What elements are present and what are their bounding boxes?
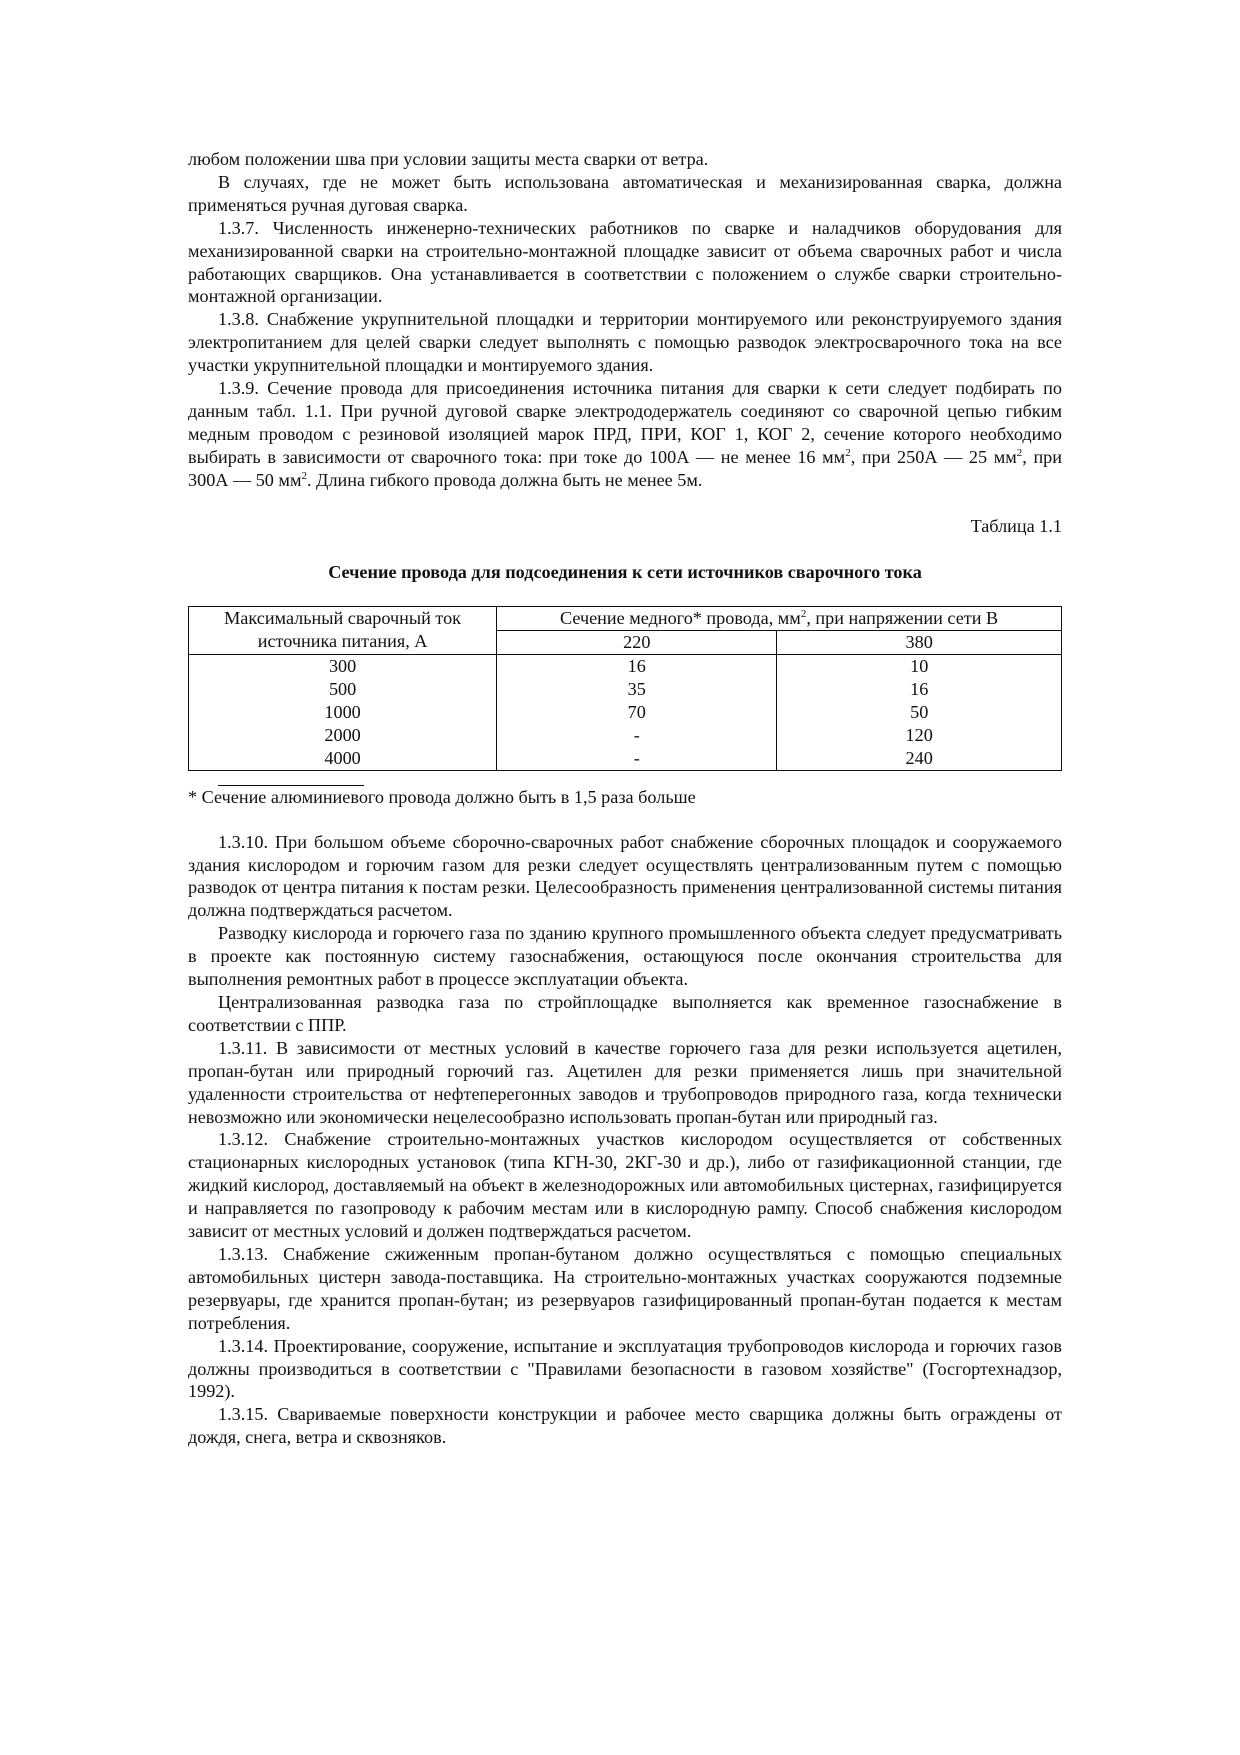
table-row: [189, 655, 1062, 678]
paragraph: 1.3.14. Проектирование, сооружение, испытание и эксплуатация трубопроводов кислорода и горючих газов должны производиться в соответствии с "Правилами безопасности в газовом хозяйстве" (Госгортехнадзор, 1992).: [188, 1335, 1062, 1402]
header-voltage-380: 380: [777, 631, 1062, 655]
superscript: 2: [1016, 446, 1023, 459]
header-max-current-line2: источника питания, А: [257, 631, 428, 652]
table-cell: 1000: [189, 701, 497, 724]
paragraph-1-3-8: 1.3.8. Снабжение укрупнительной площадки и территории монтируемого или реконструируемого здания электропитанием для целей сварки следует выполнять с помощью разводок электросварочного тока на все участки укрупнительной площадки и монтируемого здания.: [188, 309, 1062, 376]
header-max-current-line1: Максимальный сварочный ток: [224, 608, 462, 629]
text-segment: , при 250А — 25 мм: [850, 446, 1017, 467]
superscript: 2: [301, 469, 307, 482]
header-copper-section: [497, 607, 1062, 631]
table-title: Сечение провода для подсоединения к сети источников сварочного тока: [328, 561, 922, 582]
footnote: * Сечение алюминиевого провода должно быть в 1,5 раза больше: [188, 786, 696, 807]
wire-section-table: [188, 606, 1062, 770]
text-segment: , при 300А — 50 мм: [188, 446, 1063, 490]
table-cell: 70: [497, 701, 777, 724]
paragraph: 1.3.11. В зависимости от местных условий в качестве горючего газа для резки используется ацетилен, пропан-бутан или природный горючий газ. Ацетилен для резки применяется лишь при значительной удаленности строительства от нефтеперегонных заводов и трубопроводов природного газа, когда технически невозможно или экономически нецелесообразно использовать пропан-бутан или природный газ.: [188, 1037, 1062, 1127]
table-cell: 300: [189, 655, 497, 678]
table-row: [189, 747, 1062, 770]
table-cell: 240: [777, 747, 1062, 770]
table-cell: 35: [497, 678, 777, 701]
table-cell: -: [497, 747, 777, 770]
table-cell: 16: [497, 655, 777, 678]
table-cell: 50: [777, 701, 1062, 724]
paragraph-1-3-7: 1.3.7. Численность инженерно-технических работников по сварке и наладчиков оборудования для механизированной сварки на строительно-монтажной площадке зависит от объема сварочных работ и числа работающих сварщиков. Она устанавливается в соответствии с положением о службе сварки строительно-монтажной организации.: [188, 217, 1062, 307]
paragraph: 1.3.10. При большом объеме сборочно-сварочных работ снабжение сборочных площадок и сооружаемого здания кислородом и горючим газом для резки следует осуществлять централизованным путем с помощью разводок от центра питания к постам резки. Целесообразность применения централизованной системы питания должна подтверждаться расчетом.: [188, 831, 1062, 921]
table-header-row: [189, 607, 1062, 631]
text-segment: , при напряжении сети В: [806, 608, 999, 629]
document-page: [188, 148, 1062, 1449]
table-cell: 10: [777, 655, 1062, 678]
table-cell: 2000: [189, 724, 497, 747]
table-cell: 4000: [189, 747, 497, 770]
paragraphs-bottom: [188, 831, 1062, 1449]
paragraph: Централизованная разводка газа по стройплощадке выполняется как временное газоснабжение в соответствии с ППР.: [188, 992, 1062, 1035]
paragraph: Разводку кислорода и горючего газа по зданию крупного промышленного объекта следует предусматривать в проекте как постоянную систему газоснабжения, остающуюся после окончания строительства для выполнения ремонтных работ в процессе эксплуатации объекта.: [188, 923, 1062, 990]
paragraph-1-3-9: [188, 377, 1062, 492]
table-body: [189, 655, 1062, 771]
table-row: [189, 724, 1062, 747]
paragraph: 1.3.15. Свариваемые поверхности конструкции и рабочее место сварщика должны быть ограждены от дождя, снега, ветра и сквозняков.: [188, 1404, 1062, 1448]
table-cell: 500: [189, 678, 497, 701]
table-cell: 16: [777, 678, 1062, 701]
text-segment: . Длина гибкого провода должна быть не менее 5м.: [306, 469, 703, 490]
paragraph: 1.3.13. Снабжение сжиженным пропан-бутаном должно осуществляться с помощью специальных автомобильных цистерн завода-поставщика. На строительно-монтажных участках сооружаются подземные резервуары, где хранится пропан-бутан; из резервуаров газифицированный пропан-бутан подается к местам потребления.: [188, 1243, 1062, 1333]
superscript: 2: [845, 446, 851, 459]
table-row: [189, 678, 1062, 701]
paragraph: 1.3.12. Снабжение строительно-монтажных участков кислородом осуществляется от собственных стационарных кислородных установок (типа КГН-30, 2КГ-30 и др.), либо от газификационной станции, где жидкий кислород, доставляемый на объект в железнодорожных или автомобильных цистернах, газифицируется и направляется по газопроводу к рабочим местам или в кислородную рампу. Способ снабжения кислородом зависит от местных условий и должен подтверждаться расчетом.: [188, 1129, 1062, 1242]
table-cell: 120: [777, 724, 1062, 747]
text-segment: Сечение медного* провода, мм: [559, 608, 801, 629]
header-max-current: [189, 607, 497, 655]
superscript: 2: [800, 608, 807, 621]
paragraph-manual-arc: В случаях, где не может быть использована автоматическая и механизированная сварка, должна применяться ручная дуговая сварка.: [188, 171, 1062, 215]
table-row: [189, 701, 1062, 724]
table-cell: -: [497, 724, 777, 747]
paragraph-continuation: любом положении шва при условии защиты места сварки от ветра.: [188, 149, 709, 169]
text-segment: 1.3.9. Сечение провода для присоединения источника питания для сварки к сети следует подбирать по данным табл. 1.1. При ручной дуговой сварке электрододержатель соединяют со сварочной цепью гибким медным проводом с резиновой изоляцией марок ПРД, ПРИ, КОГ 1, КОГ 2, сечение которого необходимо выбирать в зависимости от сварочного тока: при токе до 100А — не менее 16 мм: [188, 378, 1062, 467]
table-number: Таблица 1.1: [970, 515, 1062, 536]
header-voltage-220: 220: [497, 631, 777, 655]
